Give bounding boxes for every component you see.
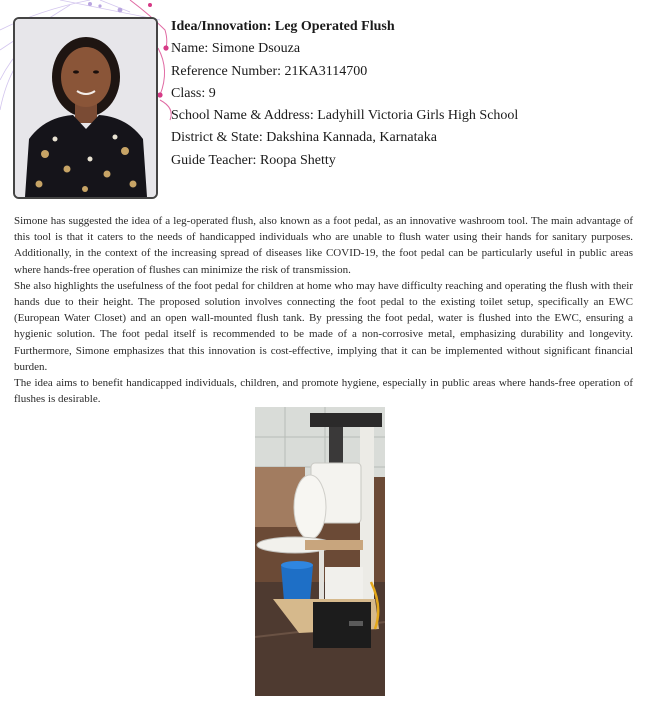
school-name-address: School Name & Address: Ladyhill Victoria Girls High School [171,108,519,124]
paragraph-2: She also highlights the usefulness of the foot pedal for children at home who may have difficulty reaching and operating the flush with their hands due to their height. The proposed solution involves connecting the foot pedal to the existing toilet setup, specifically an EWC (European Water Closet) and an open wall-mounted flush tank. By pressing the foot pedal, water is flushed into the EWC, ensuring a hygienic solution. The foot pedal itself is recommended to be made of a non-corrosive metal, emphasizing durability and longevity. Furthermore, Simone emphasizes that this innovation is cost-effective, implying that it can be implemented without significant financial burden. [14,279,633,373]
student-class: Class: 9 [171,85,216,101]
idea-title: Idea/Innovation: Leg Operated Flush [171,19,395,34]
student-portrait-photo [13,17,158,199]
student-info-block [171,16,641,172]
prototype-photo [255,407,385,696]
reference-number: Reference Number: 21KA3114700 [171,63,368,79]
district-state: District & State: Dakshina Kannada, Karnataka [171,130,437,146]
student-name: Name: Simone Dsouza [171,41,301,57]
guide-teacher: Guide Teacher: Roopa Shetty [171,152,336,168]
description-text [14,213,633,407]
paragraph-1: Simone has suggested the idea of a leg-operated flush, also known as a foot pedal, as an innovative washroom tool. The main advantage of this tool is that it caters to the needs of handicapped individuals who are unable to flush water using their hands for sanitary purposes. Additionally, in the context of the increasing spread of diseases like COVID-19, the foot pedal can be particularly useful in public areas where hands-free operation of flushes can minimize the risk of transmission. [14,215,633,276]
paragraph-3: The idea aims to benefit handicapped individuals, children, and promote hygiene, especially in public areas where hands-free operation of flushes is desirable. [14,377,633,406]
